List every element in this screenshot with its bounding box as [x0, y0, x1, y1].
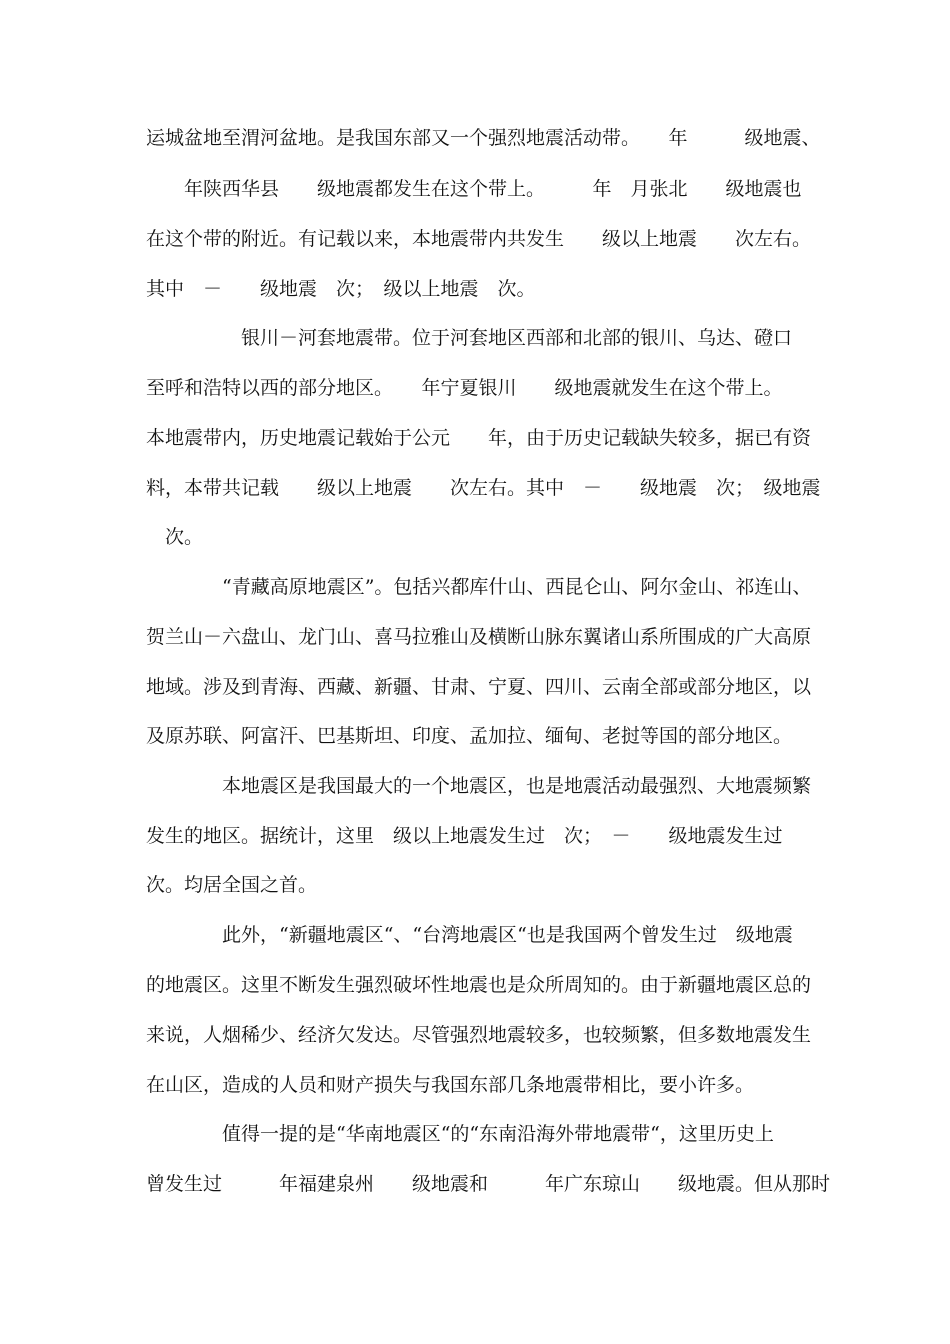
text-line: 在这个带的附近。有记载以来，本地震带内共发生 级以上地震 次左右。: [146, 228, 812, 250]
text-line: “青藏高原地震区”。包括兴都库什山、西昆仑山、阿尔金山、祁连山、: [146, 576, 812, 598]
text-line: 地域。涉及到青海、西藏、新疆、甘肃、宁夏、四川、云南全部或部分地区，以: [146, 676, 812, 698]
text-line: 来说，人烟稀少、经济欠发达。尽管强烈地震较多，也较频繁，但多数地震发生: [146, 1024, 812, 1046]
text-line: 本地震带内，历史地震记载始于公元 年，由于历史记载缺失较多，据已有资: [146, 427, 812, 449]
text-line: 本地震区是我国最大的一个地震区，也是地震活动最强烈、大地震频繁: [146, 775, 812, 797]
text-line: 发生的地区。据统计，这里 级以上地震发生过 次； － 级地震发生过: [146, 825, 783, 847]
text-line: 次。: [146, 526, 204, 548]
text-line: 值得一提的是“华南地震区“的“东南沿海外带地震带“，这里历史上: [146, 1123, 774, 1145]
text-line: 在山区，造成的人员和财产损失与我国东部几条地震带相比，要小许多。: [146, 1074, 755, 1096]
text-line: 料，本带共记载 级以上地震 次左右。其中 － 级地震 次； 级地震: [146, 477, 821, 499]
text-line: 至呼和浩特以西的部分地区。 年宁夏银川 级地震就发生在这个带上。: [146, 377, 783, 399]
text-line: 贺兰山－六盘山、龙门山、喜马拉雅山及横断山脉东翼诸山系所围成的广大高原: [146, 626, 812, 648]
text-line: 银川－河套地震带。位于河套地区西部和北部的银川、乌达、磴口: [146, 327, 793, 349]
text-line: 运城盆地至渭河盆地。是我国东部又一个强烈地震活动带。 年 级地震、: [146, 127, 821, 149]
text-line: 及原苏联、阿富汗、巴基斯坦、印度、孟加拉、缅甸、老挝等国的部分地区。: [146, 725, 793, 747]
text-line: 次。均居全国之首。: [146, 874, 318, 896]
text-line: 年陕西华县 级地震都发生在这个带上。 年 月张北 级地震也: [146, 178, 802, 200]
text-line: 其中 － 级地震 次； 级以上地震 次。: [146, 278, 536, 300]
text-line: 曾发生过 年福建泉州 级地震和 年广东琼山 级地震。但从那时: [146, 1173, 831, 1195]
text-line: 此外，“新疆地震区“、“台湾地震区“也是我国两个曾发生过 级地震: [146, 924, 793, 946]
text-line: 的地震区。这里不断发生强烈破坏性地震也是众所周知的。由于新疆地震区总的: [146, 974, 812, 996]
